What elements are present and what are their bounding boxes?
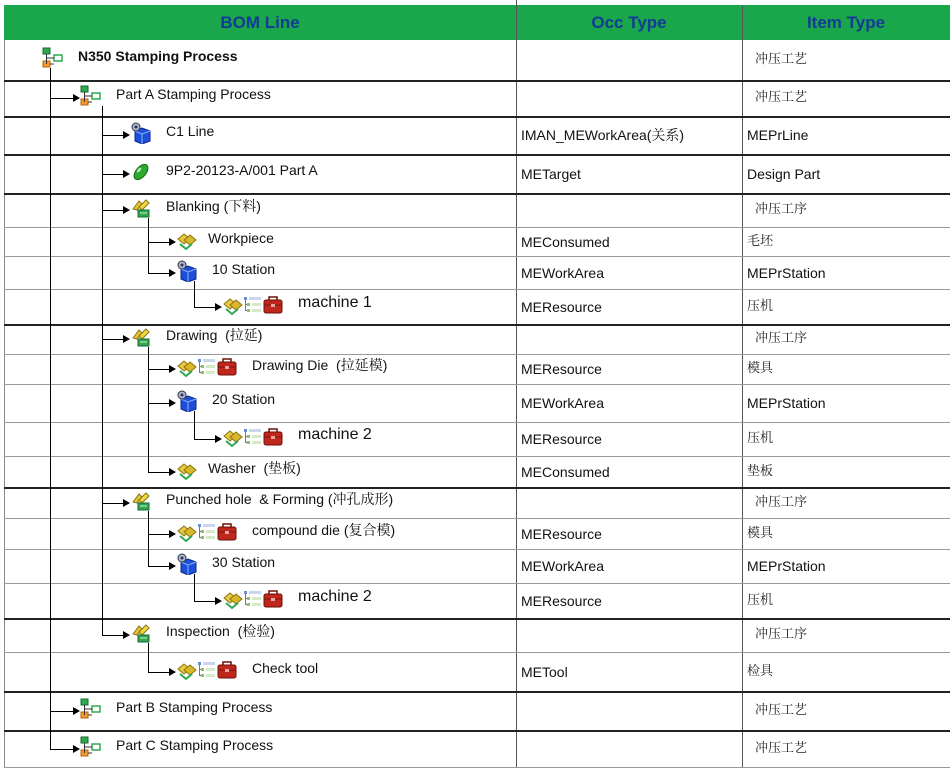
item-type-cell: 模具 xyxy=(747,361,774,376)
bom-line-label: Inspection (检验) xyxy=(166,623,275,639)
tree-arrow-icon xyxy=(123,170,130,178)
occ-type-cell: METarget xyxy=(521,166,581,182)
header-top-divider xyxy=(516,0,517,5)
item-type-cell: 冲压工艺 xyxy=(755,703,808,718)
tree-arrow-icon xyxy=(215,303,222,311)
operation-icon xyxy=(130,622,152,644)
operation-icon xyxy=(130,197,152,219)
bom-icon xyxy=(196,356,218,378)
bom-icon xyxy=(242,426,264,448)
tree-connector xyxy=(194,574,216,602)
workarea-icon xyxy=(176,553,198,575)
occ-type-cell: MEResource xyxy=(521,526,602,542)
row-separator xyxy=(4,767,950,768)
resource-icon xyxy=(262,294,284,316)
bom-line-label: machine 2 xyxy=(298,426,372,443)
tree-arrow-icon xyxy=(169,530,176,538)
bom-line-label: machine 2 xyxy=(298,588,372,605)
item-type-cell: MEPrStation xyxy=(747,558,826,574)
table-row[interactable] xyxy=(4,422,950,456)
bom-line-label: Drawing (拉延) xyxy=(166,327,263,343)
item-type-cell: 垫板 xyxy=(747,464,774,479)
table-row[interactable] xyxy=(4,354,950,384)
occ-type-cell: IMAN_MEWorkArea(关系) xyxy=(521,127,685,143)
column-header-occ-type[interactable]: Occ Type xyxy=(516,5,742,40)
column-header-item-type[interactable]: Item Type xyxy=(742,5,950,40)
item-type-cell: MEPrLine xyxy=(747,127,809,143)
tree-connector xyxy=(194,411,216,440)
item-type-cell: 压机 xyxy=(747,431,774,446)
workarea-icon xyxy=(176,390,198,412)
item-type-cell: MEPrStation xyxy=(747,395,826,411)
occ-type-cell: MEResource xyxy=(521,593,602,609)
item-type-cell: 冲压工序 xyxy=(755,495,808,510)
item-type-cell: 压机 xyxy=(747,299,774,314)
item-type-cell: 检具 xyxy=(747,664,774,679)
item-type-cell: 冲压工艺 xyxy=(755,741,808,756)
item-icon xyxy=(176,521,198,543)
occ-type-cell: MEResource xyxy=(521,431,602,447)
item-type-cell: MEPrStation xyxy=(747,265,826,281)
item-type-cell: 冲压工艺 xyxy=(755,52,808,67)
bom-line-label: Blanking (下料) xyxy=(166,198,261,214)
bom-icon xyxy=(196,659,218,681)
item-type-cell: 压机 xyxy=(747,593,774,608)
bom-line-label: Check tool xyxy=(252,660,319,676)
bom-line-label: Part B Stamping Process xyxy=(116,699,273,715)
table-row[interactable] xyxy=(4,289,950,324)
tree-arrow-icon xyxy=(169,468,176,476)
bom-line-label: Washer (垫板) xyxy=(208,460,301,476)
tree-arrow-icon xyxy=(169,365,176,373)
tree-arrow-icon xyxy=(169,399,176,407)
tree-connector xyxy=(194,281,216,308)
item-type-cell: 冲压工序 xyxy=(755,202,808,217)
operation-icon xyxy=(130,326,152,348)
item-icon xyxy=(222,426,244,448)
resource-icon xyxy=(216,659,238,681)
tree-arrow-icon xyxy=(123,131,130,139)
tree-arrow-icon xyxy=(169,269,176,277)
item-icon xyxy=(176,229,198,251)
bom-line-label: Workpiece xyxy=(208,230,274,246)
table-row[interactable] xyxy=(4,456,950,487)
table-row[interactable] xyxy=(4,583,950,618)
tree-connector xyxy=(148,347,170,473)
table-row[interactable] xyxy=(4,227,950,256)
resource-icon xyxy=(262,588,284,610)
tree-connector xyxy=(102,106,124,636)
resource-icon xyxy=(216,521,238,543)
bom-icon xyxy=(242,294,264,316)
table-row[interactable] xyxy=(4,518,950,549)
item-icon xyxy=(222,588,244,610)
tree-arrow-icon xyxy=(73,707,80,715)
item-icon xyxy=(176,659,198,681)
process-icon xyxy=(80,736,102,758)
item-type-cell: 冲压工艺 xyxy=(755,90,808,105)
tree-connector xyxy=(148,643,170,673)
tree-connector xyxy=(148,511,170,567)
bom-line-label: Drawing Die (拉延模) xyxy=(252,357,388,373)
tree-arrow-icon xyxy=(123,631,130,639)
column-header-bom-line[interactable]: BOM Line xyxy=(4,5,516,40)
item-icon xyxy=(176,459,198,481)
workarea-icon xyxy=(130,122,152,144)
item-icon xyxy=(176,356,198,378)
bom-icon xyxy=(196,521,218,543)
occ-type-cell: MEResource xyxy=(521,361,602,377)
bom-line-label: C1 Line xyxy=(166,123,215,139)
table-row[interactable] xyxy=(4,652,950,691)
tree-arrow-icon xyxy=(73,94,80,102)
process-icon xyxy=(42,47,64,69)
bom-line-label: 9P2-20123-A/001 Part A xyxy=(166,162,318,178)
bom-line-label: N350 Stamping Process xyxy=(78,48,238,64)
process-icon xyxy=(80,85,102,107)
item-type-cell: 冲压工序 xyxy=(755,331,808,346)
tree-arrow-icon xyxy=(215,597,222,605)
part-icon xyxy=(130,161,152,183)
occ-type-cell: MEWorkArea xyxy=(521,558,604,574)
item-type-cell: Design Part xyxy=(747,166,821,182)
bom-line-label: Part A Stamping Process xyxy=(116,86,271,102)
workarea-icon xyxy=(176,260,198,282)
tree-arrow-icon xyxy=(123,335,130,343)
bom-line-label: compound die (复合模) xyxy=(252,522,396,538)
bom-line-label: 30 Station xyxy=(212,554,276,570)
occ-type-cell: MEConsumed xyxy=(521,464,610,480)
operation-icon xyxy=(130,490,152,512)
item-type-cell: 毛坯 xyxy=(747,234,774,249)
occ-type-cell: METool xyxy=(521,664,568,680)
item-type-cell: 冲压工序 xyxy=(755,627,808,642)
item-type-cell: 模具 xyxy=(747,526,774,541)
occ-type-cell: MEConsumed xyxy=(521,234,610,250)
bom-line-label: 20 Station xyxy=(212,391,276,407)
bom-line-label: Part C Stamping Process xyxy=(116,737,274,753)
tree-arrow-icon xyxy=(123,499,130,507)
item-icon xyxy=(222,294,244,316)
tree-connector xyxy=(148,218,170,274)
tree-arrow-icon xyxy=(73,745,80,753)
occ-type-cell: MEWorkArea xyxy=(521,265,604,281)
tree-arrow-icon xyxy=(169,668,176,676)
bom-line-label: machine 1 xyxy=(298,294,372,311)
bom-line-label: Punched hole & Forming (冲孔成形) xyxy=(166,491,394,507)
tree-arrow-icon xyxy=(169,562,176,570)
tree-arrow-icon xyxy=(169,238,176,246)
tree-arrow-icon xyxy=(215,435,222,443)
tree-connector xyxy=(50,68,74,750)
bom-table xyxy=(4,5,950,767)
tree-arrow-icon xyxy=(123,206,130,214)
process-icon xyxy=(80,698,102,720)
bom-line-label: 10 Station xyxy=(212,261,276,277)
bom-icon xyxy=(242,588,264,610)
occ-type-cell: MEWorkArea xyxy=(521,395,604,411)
resource-icon xyxy=(216,356,238,378)
occ-type-cell: MEResource xyxy=(521,299,602,315)
resource-icon xyxy=(262,426,284,448)
